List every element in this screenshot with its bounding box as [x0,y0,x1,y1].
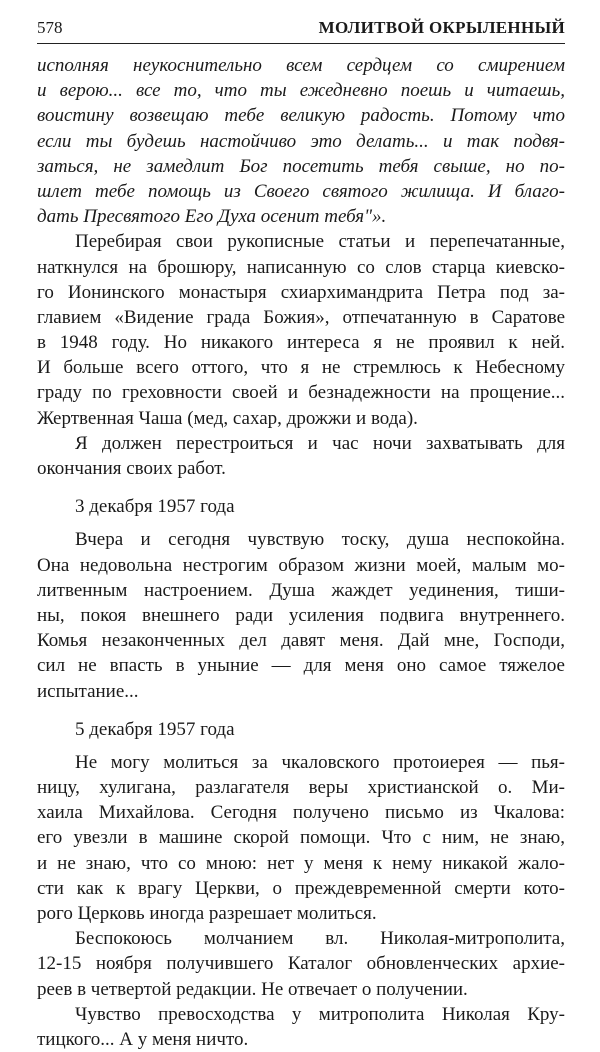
entry-date: 3 декабря 1957 года [75,496,235,518]
text-line: наткнулся на брошюру, написанную со слов старца киевско- [37,256,565,278]
text-line: и верою... все то, что ты ежедневно поешь и читаешь, [37,80,565,102]
text-line: исполняя неукоснительно всем сердцем со смирением [37,55,565,76]
page-header [37,16,565,44]
text-line: Я должен перестроиться и час ночи захватывать для [75,432,565,454]
heading-gap [37,742,565,750]
text-line: ны, покоя внешнего ради усиления подвига внутреннего. [37,604,565,626]
text-line: Чувство превосходства у митрополита Николая Кру- [75,1003,565,1025]
text-line: Комья незаконченных дел давят меня. Дай мне, Господи, [37,630,565,652]
text-line: граду по греховности своей и безнадежности на прощение... [37,382,565,404]
paragraph [37,1002,565,1052]
text-line: сил не впасть в уныние — для меня оно самое тяжелое [37,655,565,677]
text-line: хаила Михайлова. Сегодня получено письмо из Чкалова: [37,802,565,824]
text-line: и не знаю, что со мною: нет у меня к нему никакой жало- [37,852,565,874]
page-number: 578 [37,18,63,37]
diary-entry [37,717,565,1052]
text-line: шлет тебе помощь из Своего святого жилища. И благо- [37,180,565,202]
entry-date: 5 декабря 1957 года [75,718,235,740]
text-line: тицкого... А у меня ничто. [37,1028,249,1050]
text-line: Она недовольна нестрогим образом жизни моей, малым мо- [37,554,565,576]
text-line: ницу, хулигана, разлагателя веры христианской о. Ми- [37,777,565,799]
text-line: сти как к врагу Церкви, о преждевременной смерти кото- [37,877,565,899]
text-line: 12-15 ноября получившего Каталог обновленческих архие- [37,953,565,975]
text-line: если ты будешь настойчиво это делать... и так подвя- [37,130,565,152]
text-line: в 1948 году. Но никакого интереса я не проявил к ней. [37,332,565,354]
text-line: Не могу молиться за чкаловского протоиерея — пья- [75,751,565,773]
text-line: воистину возвещаю тебе великую радость. Потому что [37,105,565,127]
text-line: испытание... [37,680,139,702]
text-line: его увезли в машине скорой помощи. Что с ним, не знаю, [37,827,565,849]
section-gap [37,481,565,494]
text-line: Вчера и сегодня чувствую тоску, душа неспокойна. [75,529,565,551]
paragraph [37,431,565,481]
text-line: го Ионинского монастыря схиархимандрита Петра под за- [37,281,565,303]
text-line: Беспокоюсь молчанием вл. Николая-митрополита, [75,928,565,950]
header-rule [37,43,565,44]
quote-block [37,53,565,229]
paragraph [37,926,565,1002]
text-line: Жертвенная Чаша (мед, сахар, дрожжи и вода). [37,407,418,429]
text-line: реев в четвертой редакции. Не отвечает о получении. [37,978,468,1000]
diary-entry [37,494,565,704]
text-line: рого Церковь иногда разрешает молиться. [37,903,377,924]
paragraph [37,229,565,431]
text-line: окончания своих работ. [37,458,226,479]
section-gap [37,704,565,717]
text-line: главием «Видение града Божия», отпечатанную в Саратове [37,306,565,328]
text-line: заться, не замедлит Бог посетить тебя свыше, но по- [37,155,565,177]
text-line: литвенным настроением. Душа жаждет уединения, тиши- [37,579,565,601]
text-line: И больше всего оттого, что я не стремлюсь к Небесному [37,357,565,379]
text-line: Перебирая свои рукописные статьи и перепечатанные, [75,231,565,253]
page-body [37,53,565,1052]
heading-gap [37,519,565,527]
paragraph [37,750,565,926]
book-page [37,0,565,1050]
text-line: дать Пресвятого Его Духа осенит тебя"». [37,206,387,228]
running-title: МОЛИТВОЙ ОКРЫЛЕННЫЙ [318,18,565,37]
